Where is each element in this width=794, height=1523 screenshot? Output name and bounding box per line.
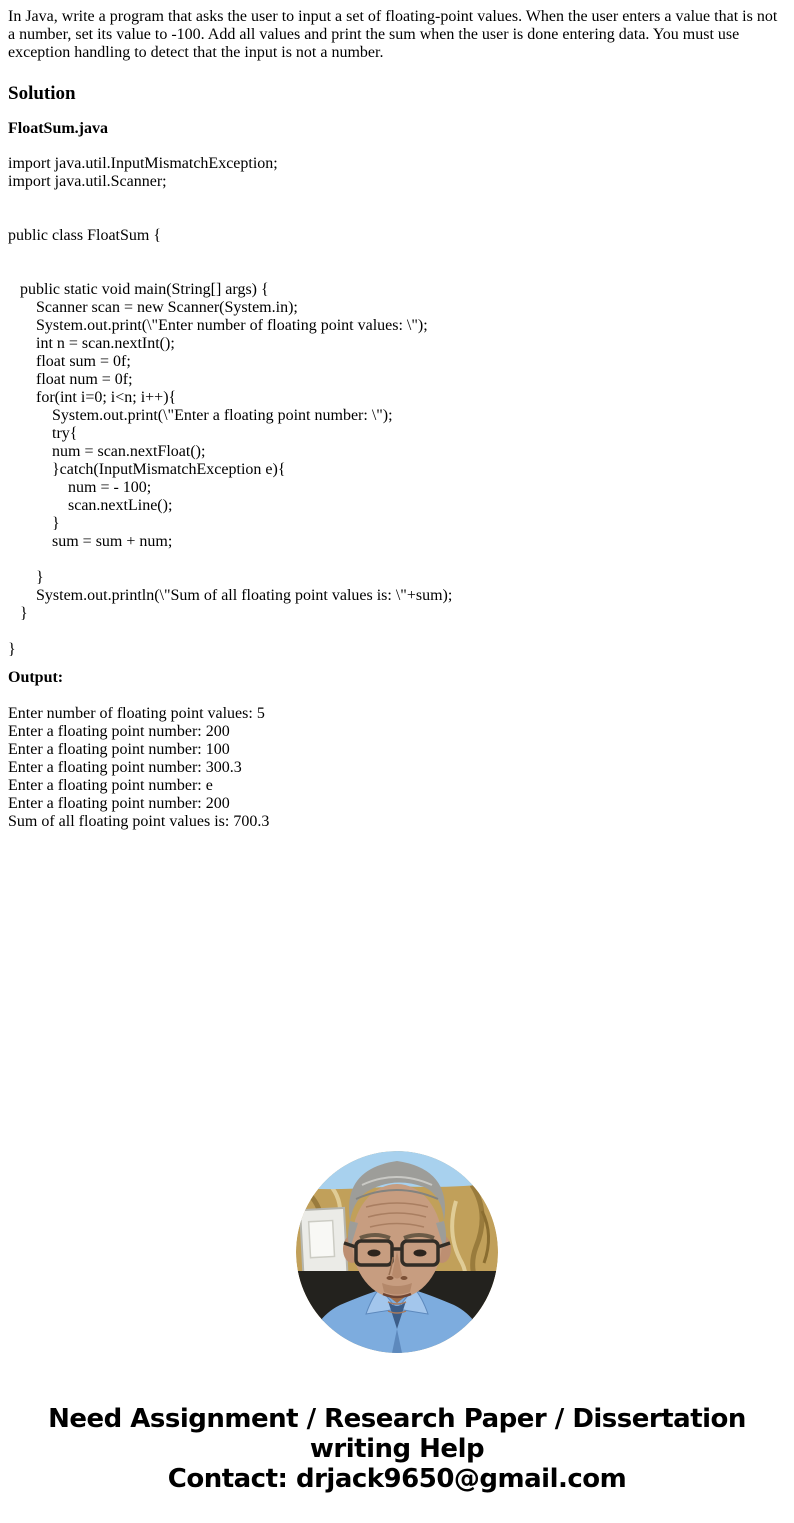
footer-line-1: Need Assignment / Research Paper / Dissertation — [48, 1404, 746, 1434]
code-line — [8, 209, 786, 227]
code-line: System.out.print(\"Enter a floating point number: \"); — [8, 407, 393, 424]
output-heading: Output: — [8, 669, 64, 686]
solution-heading: Solution — [8, 83, 76, 104]
output-line: Enter a floating point number: 100 — [8, 741, 230, 758]
code-line: } — [8, 641, 16, 658]
program-output-block — [8, 705, 786, 831]
code-line: float num = 0f; — [8, 371, 133, 388]
code-line: System.out.print(\"Enter number of floating point values: \"); — [8, 317, 428, 334]
code-line: int n = scan.nextInt(); — [8, 335, 175, 352]
output-line: Enter number of floating point values: 5 — [8, 705, 265, 722]
code-line: public static void main(String[] args) { — [8, 281, 269, 298]
output-line: Sum of all floating point values is: 700.3 — [8, 813, 270, 830]
code-line: num = scan.nextFloat(); — [8, 443, 206, 460]
avatar-container — [8, 1151, 786, 1353]
code-line: float sum = 0f; — [8, 353, 131, 370]
instructor-photo-graphic — [296, 1151, 498, 1353]
output-line: Enter a floating point number: e — [8, 777, 213, 794]
code-line: import java.util.InputMismatchException; — [8, 155, 278, 172]
footer-contact-email: Contact: drjack9650@gmail.com — [167, 1464, 627, 1494]
code-line: } — [8, 569, 44, 586]
output-line: Enter a floating point number: 300.3 — [8, 759, 242, 776]
code-line — [8, 263, 786, 281]
code-line: try{ — [8, 425, 78, 442]
code-line: public class FloatSum { — [8, 227, 162, 244]
code-line — [8, 245, 786, 263]
code-line: System.out.println(\"Sum of all floating point values is: \"+sum); — [8, 587, 453, 604]
code-line: Scanner scan = new Scanner(System.in); — [8, 299, 298, 316]
question-text: In Java, write a program that asks the user to input a set of floating-point values. When the user enters a value that is not a number, set its value to -100. Add all values and print the sum when the user is done entering data. You must use exception handling to detect that the input is not a number. — [8, 8, 778, 61]
code-line — [8, 551, 786, 569]
avatar — [296, 1151, 498, 1353]
code-line: } — [8, 515, 60, 532]
output-line: Enter a floating point number: 200 — [8, 723, 230, 740]
code-line: import java.util.Scanner; — [8, 173, 167, 190]
code-line: num = - 100; — [8, 479, 152, 496]
output-line: Enter a floating point number: 200 — [8, 795, 230, 812]
file-name-label: FloatSum.java — [8, 120, 108, 137]
java-code-block — [8, 155, 786, 659]
footer-heading — [8, 1404, 786, 1494]
code-line: }catch(InputMismatchException e){ — [8, 461, 286, 478]
code-line: for(int i=0; i<n; i++){ — [8, 389, 177, 406]
code-line: scan.nextLine(); — [8, 497, 173, 514]
code-line — [8, 191, 786, 209]
code-line: sum = sum + num; — [8, 533, 173, 550]
code-line — [8, 623, 786, 641]
code-line: } — [8, 605, 28, 622]
footer-line-2: writing Help — [309, 1434, 485, 1464]
